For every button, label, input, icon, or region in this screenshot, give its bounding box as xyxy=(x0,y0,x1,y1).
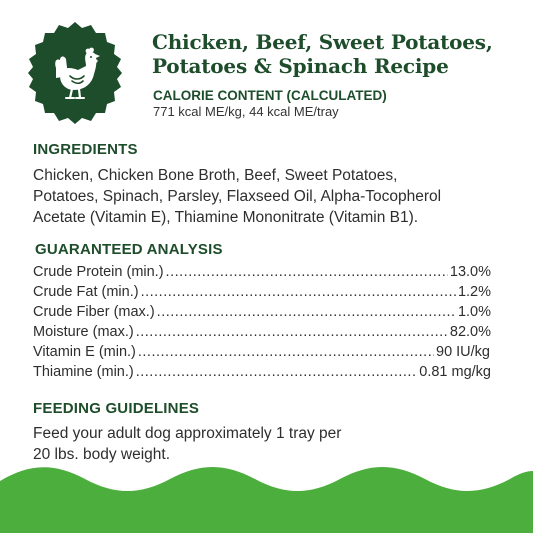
ingredients-line: Potatoes, Spinach, Parsley, Flaxseed Oil, Alpha-Tocopherol xyxy=(33,188,442,205)
ingredients-line: Chicken, Chicken Bone Broth, Beef, Sweet Potatoes, xyxy=(33,167,398,184)
analysis-value: 0.81 mg/kg xyxy=(419,364,491,380)
analysis-value: 82.0% xyxy=(449,324,491,340)
guaranteed-analysis-heading: GUARANTEED ANALYSIS xyxy=(35,241,223,258)
analysis-label: Vitamin E (min.) xyxy=(33,344,136,360)
analysis-label: Crude Fiber (max.) xyxy=(33,304,155,320)
ingredients-heading: INGREDIENTS xyxy=(33,141,138,158)
analysis-label: Crude Fat (min.) xyxy=(33,284,139,300)
title-line-2: Potatoes & Spinach Recipe xyxy=(152,54,449,78)
analysis-row-vitamin-e xyxy=(33,344,490,364)
analysis-value: 1.2% xyxy=(457,284,491,300)
calorie-content-label: CALORIE CONTENT (CALCULATED) xyxy=(153,88,387,103)
dot-leader xyxy=(136,364,418,380)
calorie-content-value: 771 kcal ME/kg, 44 kcal ME/tray xyxy=(153,104,339,119)
dot-leader xyxy=(166,264,448,280)
ingredients-line: Acetate (Vitamin E), Thiamine Mononitrate (Vitamin B1). xyxy=(33,209,419,226)
analysis-label: Crude Protein (min.) xyxy=(33,264,164,280)
analysis-row-crude-fat xyxy=(33,284,491,304)
dot-leader xyxy=(157,304,456,320)
analysis-label: Thiamine (min.) xyxy=(33,364,134,380)
analysis-row-moisture xyxy=(33,324,491,344)
guaranteed-analysis-table xyxy=(33,264,491,384)
product-title xyxy=(152,30,522,78)
analysis-value: 90 IU/kg xyxy=(436,344,490,360)
title-line-1: Chicken, Beef, Sweet Potatoes, xyxy=(152,30,493,54)
ingredients-text xyxy=(33,165,441,228)
analysis-row-crude-protein xyxy=(33,264,491,284)
dot-leader xyxy=(138,344,434,360)
dot-leader xyxy=(141,284,456,300)
feeding-guidelines-heading: FEEDING GUIDELINES xyxy=(33,400,200,417)
chicken-badge xyxy=(20,18,130,128)
feeding-line: Feed your adult dog approximately 1 tray per xyxy=(33,425,342,442)
dot-leader xyxy=(136,324,448,340)
analysis-value: 1.0% xyxy=(457,304,491,320)
analysis-row-thiamine xyxy=(33,364,491,384)
analysis-value: 13.0% xyxy=(449,264,491,280)
analysis-label: Moisture (max.) xyxy=(33,324,134,340)
feeding-line: 20 lbs. body weight. xyxy=(33,446,171,463)
analysis-row-crude-fiber xyxy=(33,304,491,324)
decorative-wave xyxy=(0,453,533,533)
